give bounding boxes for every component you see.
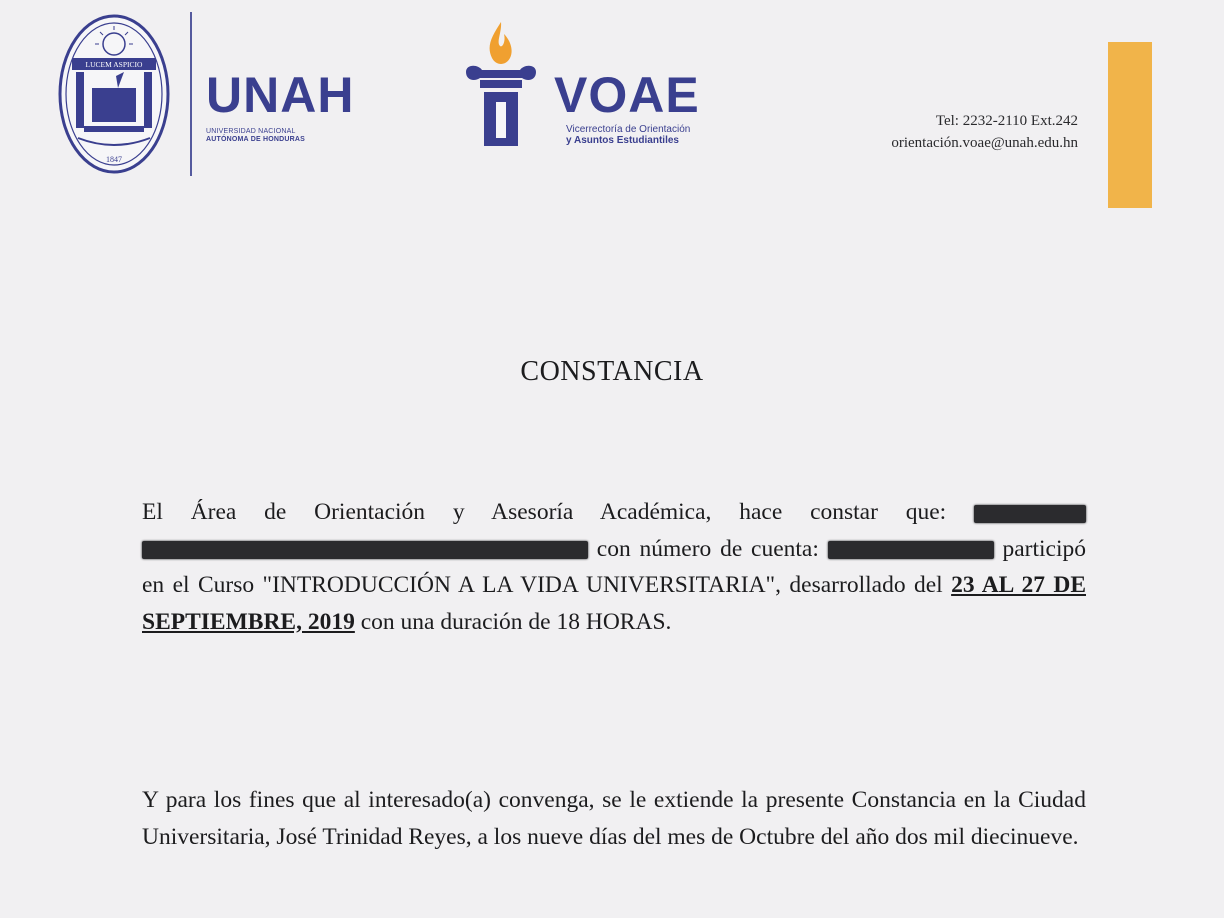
intro-text: El Área de Orientación y Asesoría Académica, hace constar que: xyxy=(142,499,974,525)
unah-subtitle-line1: UNIVERSIDAD NACIONAL xyxy=(206,128,296,135)
unah-subtitle xyxy=(206,128,354,144)
torch-icon xyxy=(458,20,544,150)
voae-subtitle-line1: Vicerrectoría de Orientación xyxy=(566,124,691,135)
university-seal-icon xyxy=(58,14,170,174)
account-label: con número de cuenta: xyxy=(588,535,828,562)
accent-bar xyxy=(1108,42,1152,208)
redacted-surname xyxy=(142,541,588,559)
header-divider xyxy=(190,12,192,176)
unah-wordmark: UNAH xyxy=(206,67,355,123)
unah-logo xyxy=(206,67,355,144)
voae-subtitle-line2: y Asuntos Estudiantiles xyxy=(566,135,679,146)
closing-paragraph: Y para los fines que al interesado(a) convenga, se le extiende la presente Constancia en la Ciudad Universitaria, José Trinidad Reyes, a los nueve días del mes de Octubre del año dos mil diecinueve. xyxy=(142,787,1086,850)
voae-subtitle xyxy=(566,124,700,146)
course-dates: 23 AL 27 DE SEPTIEMBRE, 2019 xyxy=(142,572,1086,635)
unah-subtitle-line2: AUTÓNOMA DE HONDURAS xyxy=(206,136,306,143)
duration-text: con una duración de 18 HORAS. xyxy=(354,608,672,635)
document-title: CONSTANCIA xyxy=(520,356,704,387)
contact-email: orientación.voae@unah.edu.hn xyxy=(891,135,1078,151)
contact-info xyxy=(891,110,1078,154)
course-text: participó en el Curso "INTRODUCCIÓN A LA VIDA UNIVERSITARIA", desarrollado del xyxy=(142,535,1087,598)
contact-phone: Tel: 2232-2110 Ext.242 xyxy=(935,113,1078,129)
seal-motto: LUCEM ASPICIO xyxy=(85,60,143,69)
seal-year: 1847 xyxy=(106,155,122,164)
redacted-first-name xyxy=(974,505,1086,523)
certification-paragraph xyxy=(142,494,1086,640)
redacted-account-number xyxy=(828,541,994,559)
voae-wordmark: VOAE xyxy=(554,67,700,123)
voae-logo xyxy=(554,67,700,146)
